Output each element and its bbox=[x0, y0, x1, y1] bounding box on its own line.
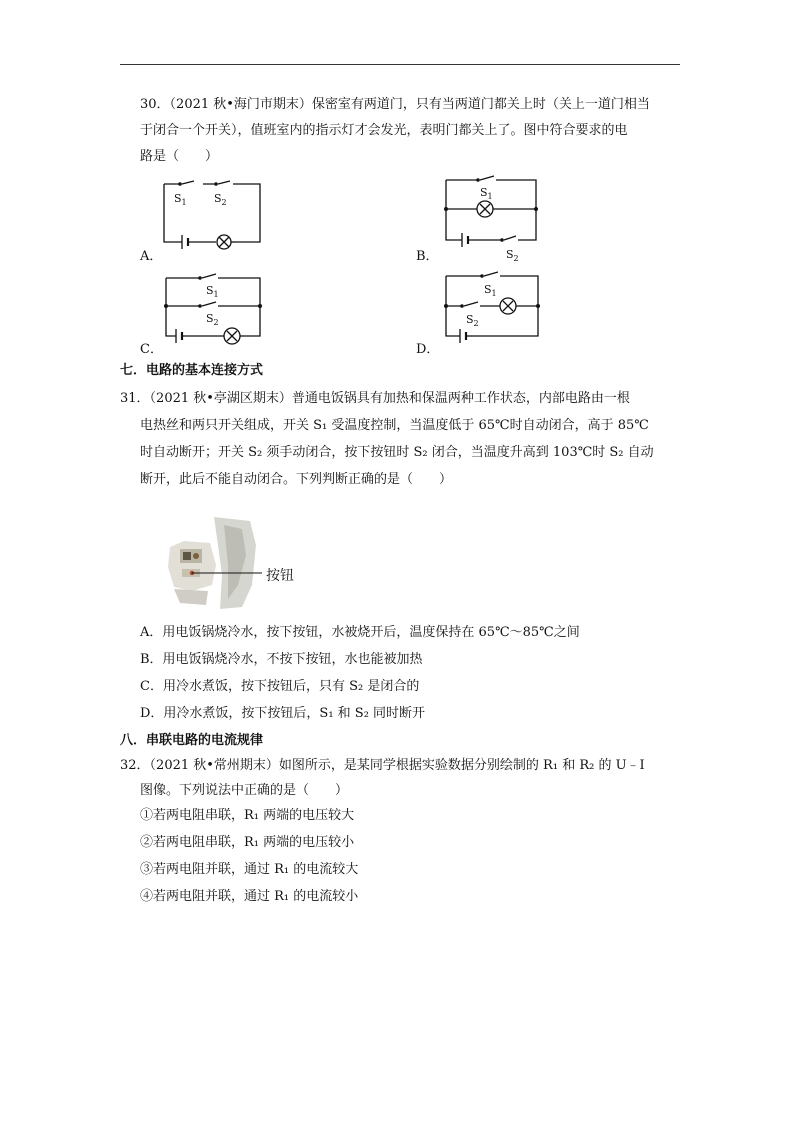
circuit-b-s2-label: $S_2$ bbox=[506, 248, 519, 263]
header-rule bbox=[120, 64, 680, 65]
q32-line2: 图像。下列说法中正确的是（ ） bbox=[140, 783, 349, 798]
circuit-c-s2-label: $S_2$ bbox=[206, 312, 219, 327]
q31-line1: 31．（2021 秋•亭湖区期末）普通电饭锅具有加热和保温两种工作状态，内部电路由一根 bbox=[120, 391, 630, 406]
q31-option-c[interactable]: C．用冷水煮饭，按下按钮后，只有 S₂ 是闭合的 bbox=[140, 679, 420, 694]
circuit-c-s1-label: $S_1$ bbox=[206, 284, 219, 299]
circuit-b-s1-label: $S_1$ bbox=[480, 186, 493, 201]
q30-line1: 30．（2021 秋•海门市期末）保密室有两道门，只有当两道门都关上时（关上一道门相当 bbox=[140, 97, 650, 112]
q30-line2: 于闭合一个开关），值班室内的指示灯才会发光，表明门都关上了。图中符合要求的电 bbox=[140, 123, 628, 138]
q31-line2: 电热丝和两只开关组成，开关 S₁ 受温度控制，当温度低于 65℃时自动闭合，高于 85℃ bbox=[140, 418, 649, 433]
q32-option-2[interactable]: ②若两电阻串联，R₁ 两端的电压较小 bbox=[140, 835, 355, 850]
section-8-heading: 八．串联电路的电流规律 bbox=[120, 733, 264, 748]
q30-line3: 路是（ ） bbox=[140, 149, 219, 164]
q32-line1: 32．（2021 秋•常州期末）如图所示，是某同学根据实验数据分别绘制的 R₁ 和 R₂ 的 U﹣I bbox=[120, 758, 645, 773]
circuit-d-s2-label: $S_2$ bbox=[466, 313, 479, 328]
q31-option-a[interactable]: A．用电饭锅烧冷水，按下按钮，水被烧开后，温度保持在 65℃～85℃之间 bbox=[140, 625, 580, 640]
q30-option-b[interactable]: B． bbox=[416, 249, 439, 264]
q32-option-1[interactable]: ①若两电阻串联，R₁ 两端的电压较大 bbox=[140, 808, 355, 823]
circuit-a-diagram bbox=[158, 178, 268, 253]
q32-option-3[interactable]: ③若两电阻并联，通过 R₁ 的电流较大 bbox=[140, 862, 359, 877]
q30-option-c[interactable]: C． bbox=[140, 342, 163, 357]
q31-option-b[interactable]: B．用电饭锅烧冷水，不按下按钮，水也能被加热 bbox=[140, 652, 423, 667]
circuit-a-s2-label: $S_2$ bbox=[214, 192, 227, 207]
section-7-heading: 七．电路的基本连接方式 bbox=[120, 363, 264, 378]
rice-cooker-image bbox=[162, 515, 262, 611]
q32-option-4[interactable]: ④若两电阻并联，通过 R₁ 的电流较小 bbox=[140, 889, 359, 904]
circuit-c-diagram bbox=[160, 270, 270, 352]
button-callout-label: 按钮 bbox=[266, 568, 294, 584]
q31-line3: 时自动断开；开关 S₂ 须手动闭合，按下按钮时 S₂ 闭合，当温度升高到 103℃时 S₂ 自动 bbox=[140, 445, 654, 460]
circuit-d-s1-label: $S_1$ bbox=[484, 283, 497, 298]
q30-option-a[interactable]: A． bbox=[140, 249, 163, 264]
q31-line4: 断开，此后不能自动闭合。下列判断正确的是（ ） bbox=[140, 472, 453, 487]
circuit-d-diagram bbox=[440, 268, 550, 350]
q30-option-d[interactable]: D． bbox=[416, 342, 440, 357]
circuit-a-s1-label: $S_1$ bbox=[174, 192, 187, 207]
circuit-b-diagram bbox=[440, 172, 550, 262]
q31-option-d[interactable]: D．用冷水煮饭，按下按钮后，S₁ 和 S₂ 同时断开 bbox=[140, 706, 426, 721]
